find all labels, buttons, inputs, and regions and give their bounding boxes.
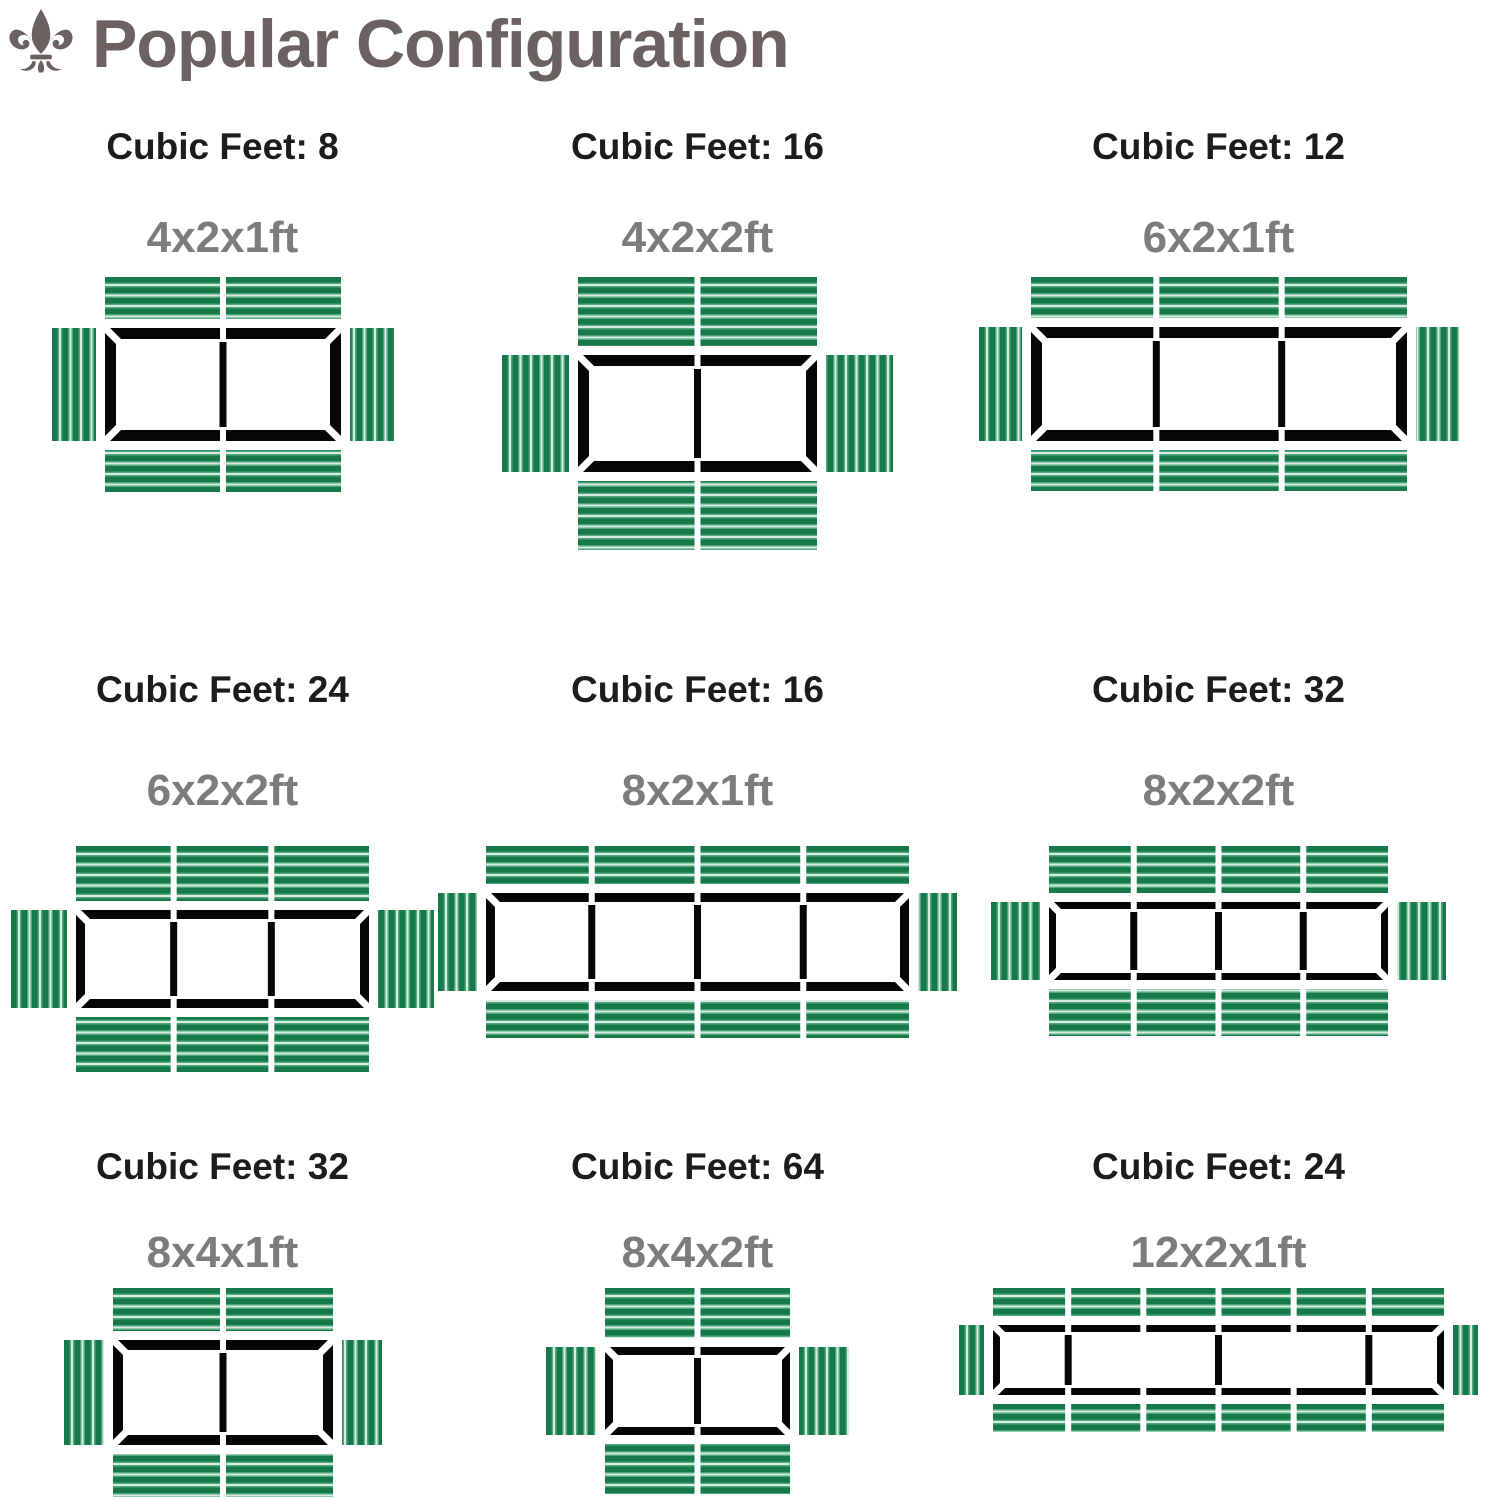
top-panel: [806, 846, 909, 884]
bed-diagram-svg: [438, 846, 957, 1038]
left-panel: [502, 355, 569, 472]
top-panel: [1306, 846, 1388, 893]
frame-group: [486, 893, 909, 991]
bottom-panel: [1222, 1404, 1291, 1432]
dimensions-label: 6x2x2ft: [146, 766, 299, 816]
top-panel: [1372, 1288, 1444, 1316]
left-panel: [546, 1347, 596, 1435]
divider-bar: [170, 922, 177, 996]
divider-bar: [1152, 341, 1159, 427]
left-panel: [959, 1325, 984, 1395]
right-panel: [342, 1340, 382, 1445]
bed-diagram-svg: [502, 277, 893, 550]
bottom-panel: [1049, 989, 1131, 1036]
divider-bar: [1065, 1335, 1072, 1385]
top-panel: [1284, 277, 1406, 318]
divider-bar: [1278, 341, 1285, 427]
frame-group: [113, 1340, 333, 1445]
bed-diagram-svg: [959, 1288, 1478, 1432]
top-panel: [1031, 277, 1153, 318]
bed-diagram-svg: [991, 846, 1446, 1036]
bottom-panel: [806, 1000, 909, 1038]
bottom-panel: [578, 481, 695, 550]
bottom-panel: [1071, 1404, 1140, 1432]
left-panel: [11, 910, 67, 1008]
bottom-panel: [1222, 989, 1301, 1036]
left-panel: [979, 327, 1022, 441]
right-panel: [1453, 1325, 1478, 1395]
bottom-panel: [701, 1000, 801, 1038]
configuration-grid: [0, 90, 1487, 1500]
cubic-feet-title: Cubic Feet: 64: [571, 1146, 824, 1187]
bottom-panel: [595, 1000, 695, 1038]
divider-bar: [1300, 912, 1307, 970]
top-panel: [177, 846, 269, 901]
bottom-panel: [274, 1017, 369, 1072]
top-panel: [226, 277, 341, 319]
right-panel: [799, 1347, 849, 1435]
cubic-feet-title: Cubic Feet: 32: [96, 1146, 349, 1187]
bed-diagram: [445, 277, 950, 550]
bed-diagram-svg: [64, 1288, 382, 1497]
divider-bar: [268, 922, 275, 996]
top-panel: [76, 846, 171, 901]
bed-diagram: [0, 846, 445, 1072]
bottom-panel: [113, 1454, 220, 1497]
bottom-panel: [226, 1454, 333, 1497]
bottom-panel: [1031, 450, 1153, 491]
bottom-panel: [1159, 450, 1278, 491]
frame-group: [605, 1347, 790, 1435]
top-panel: [1146, 1288, 1215, 1316]
right-panel: [1397, 902, 1446, 980]
bottom-panel: [177, 1017, 269, 1072]
cubic-feet-title: Cubic Feet: 16: [571, 126, 824, 167]
bottom-panel: [486, 1000, 589, 1038]
frame-group: [76, 910, 369, 1008]
config-card-6x2x2: [0, 600, 445, 1120]
top-panel: [1071, 1288, 1140, 1316]
divider-bar: [219, 342, 226, 427]
dimensions-label: 8x2x1ft: [621, 766, 774, 816]
left-panel: [64, 1340, 104, 1445]
divider-bar: [694, 369, 701, 458]
top-panel: [226, 1288, 333, 1331]
bed-diagram: [0, 1288, 445, 1497]
bottom-panel: [105, 450, 220, 492]
top-panel: [274, 846, 369, 901]
bottom-panel: [1284, 450, 1406, 491]
bottom-panel: [993, 1404, 1065, 1432]
divider-bar: [588, 905, 595, 979]
top-panel: [578, 277, 695, 346]
divider-bar: [1215, 912, 1222, 970]
divider-bar: [694, 1358, 701, 1424]
fleur-de-lis-icon: [8, 8, 74, 74]
cubic-feet-title: Cubic Feet: 24: [1092, 1146, 1345, 1187]
bottom-panel: [701, 481, 818, 550]
divider-bar: [219, 1353, 226, 1432]
top-panel: [1222, 846, 1301, 893]
bed-diagram: [445, 846, 950, 1038]
bed-diagram: [445, 1288, 950, 1494]
dimensions-label: 8x4x2ft: [621, 1228, 774, 1278]
top-panel: [1049, 846, 1131, 893]
divider-bar: [694, 905, 701, 979]
top-panel: [486, 846, 589, 884]
top-panel: [605, 1288, 695, 1338]
bottom-panel: [76, 1017, 171, 1072]
cubic-feet-title: Cubic Feet: 8: [106, 126, 339, 167]
right-panel: [826, 355, 893, 472]
bed-diagram: [0, 277, 445, 492]
left-panel: [991, 902, 1040, 980]
bottom-panel: [1306, 989, 1388, 1036]
config-card-12x2x1: [950, 1120, 1487, 1500]
config-card-4x2x1: [0, 90, 445, 600]
cubic-feet-title: Cubic Feet: 24: [96, 669, 349, 710]
config-card-8x2x1: [445, 600, 950, 1120]
bottom-panel: [1297, 1404, 1366, 1432]
top-panel: [113, 1288, 220, 1331]
top-panel: [701, 1288, 791, 1338]
page-title: Popular Configuration: [92, 6, 789, 82]
right-panel: [1416, 327, 1459, 441]
bottom-panel: [226, 450, 341, 492]
left-panel: [52, 328, 96, 441]
config-card-8x4x1: [0, 1120, 445, 1500]
dimensions-label: 12x2x1ft: [1130, 1228, 1307, 1278]
top-panel: [1159, 277, 1278, 318]
cubic-feet-title: Cubic Feet: 32: [1092, 669, 1345, 710]
divider-bar: [1130, 912, 1137, 970]
frame-group: [578, 355, 817, 472]
frame-group: [1031, 327, 1407, 441]
bottom-panel: [1146, 1404, 1215, 1432]
top-panel: [595, 846, 695, 884]
top-panel: [1222, 1288, 1291, 1316]
top-panel: [701, 846, 801, 884]
bed-diagram: [950, 277, 1487, 491]
right-panel: [378, 910, 434, 1008]
bottom-panel: [1137, 989, 1216, 1036]
top-panel: [701, 277, 818, 346]
bed-diagram-svg: [11, 846, 434, 1072]
bed-diagram-svg: [979, 277, 1459, 491]
left-panel: [438, 893, 477, 991]
divider-bar: [1215, 1335, 1222, 1385]
config-card-6x2x1: [950, 90, 1487, 600]
dimensions-label: 6x2x1ft: [1142, 213, 1295, 263]
top-panel: [1297, 1288, 1366, 1316]
dimensions-label: 8x4x1ft: [146, 1228, 299, 1278]
bed-diagram-svg: [546, 1288, 849, 1494]
top-panel: [993, 1288, 1065, 1316]
divider-bar: [800, 905, 807, 979]
right-panel: [350, 328, 394, 441]
frame-group: [105, 328, 341, 441]
bed-diagram: [950, 846, 1487, 1036]
bed-diagram: [950, 1288, 1487, 1432]
cubic-feet-title: Cubic Feet: 12: [1092, 126, 1345, 167]
panels-group: [979, 277, 1459, 491]
frame-group: [993, 1325, 1444, 1395]
page-header: [0, 0, 1487, 90]
bed-diagram-svg: [52, 277, 394, 492]
dimensions-label: 4x2x1ft: [146, 213, 299, 263]
dimensions-label: 4x2x2ft: [621, 213, 774, 263]
config-card-8x4x2: [445, 1120, 950, 1500]
cubic-feet-title: Cubic Feet: 16: [571, 669, 824, 710]
top-panel: [105, 277, 220, 319]
bottom-panel: [605, 1444, 695, 1494]
divider-bar: [1365, 1335, 1372, 1385]
panels-group: [11, 846, 434, 1072]
dimensions-label: 8x2x2ft: [1142, 766, 1295, 816]
config-card-4x2x2: [445, 90, 950, 600]
bottom-panel: [1372, 1404, 1444, 1432]
frame-group: [1049, 902, 1388, 980]
bottom-panel: [701, 1444, 791, 1494]
config-card-8x2x2: [950, 600, 1487, 1120]
top-panel: [1137, 846, 1216, 893]
